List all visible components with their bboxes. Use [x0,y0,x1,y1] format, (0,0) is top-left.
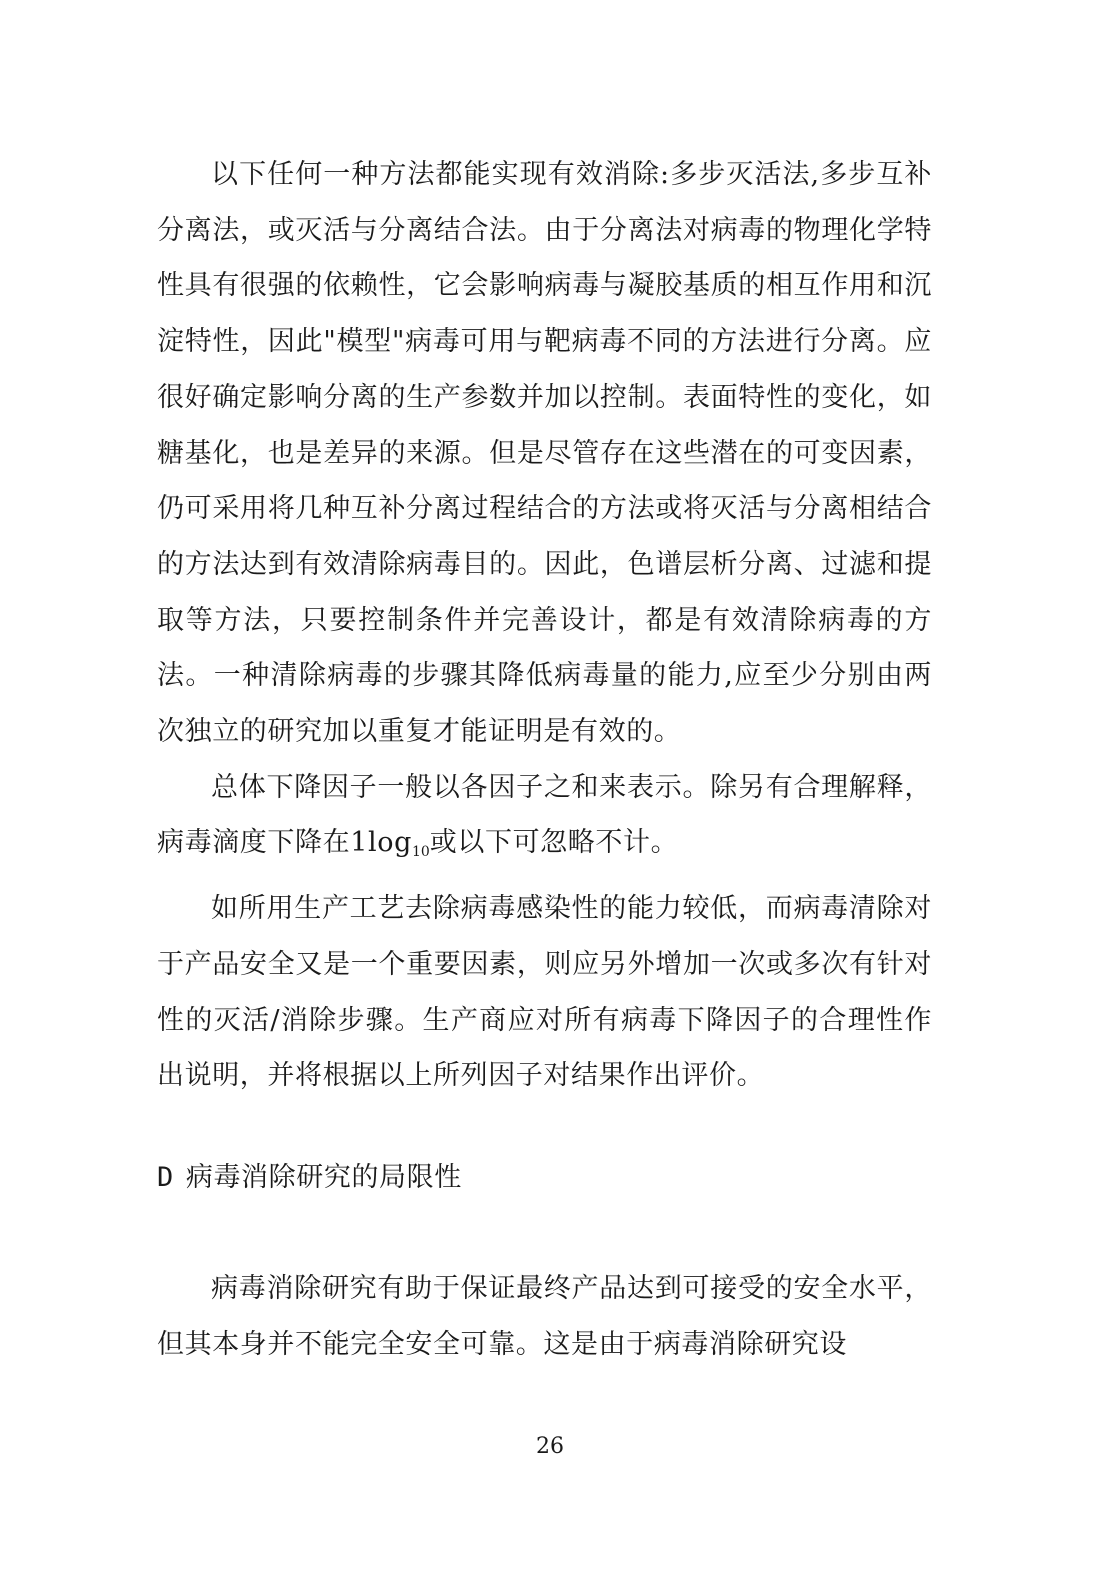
reduction-factor-tail: 或以下可忽略不计。 [429,827,679,859]
paragraph-low-capacity: 如所用生产工艺去除病毒感染性的能力较低，而病毒清除对于产品安全又是一个重要因素，则应另外增加一次或多次有针对性的灭活/消除步骤。生产商应对所有病毒下降因子的合理性作出说明，并将根据以上所列因子对结果作出评价。 [157,893,932,1092]
section-title: 病毒消除研究的局限性 [185,1162,462,1193]
paragraph-reduction-factor [157,760,932,881]
section-letter: D [157,1162,174,1193]
log-subscript: 10 [411,844,430,861]
paragraph-removal-methods: 以下任何一种方法都能实现有效消除:多步灭活法,多步互补分离法，或灭活与分离结合法。由于分离法对病毒的物理化学特性具有很强的依赖性，它会影响病毒与凝胶基质的相互作用和沉淀特性，因此"模型"病毒可用与靶病毒不同的方法进行分离。应很好确定影响分离的生产参数并加以控制。表面特性的变化，如糖基化，也是差异的来源。但是尽管存在这些潜在的可变因素，仍可采用将几种互补分离过程结合的方法或将灭活与分离相结合的方法达到有效清除病毒目的。因此，色谱层析分离、过滤和提取等方法，只要控制条件并完善设计，都是有效清除病毒的方法。一种清除病毒的步骤其降低病毒量的能力,应至少分别由两次独立的研究加以重复才能证明是有效的。 [157,159,932,748]
body-text-block [157,147,932,1104]
body-text-block-2 [157,1261,932,1372]
page-number: 26 [536,1434,564,1459]
paragraph-limitations: 病毒消除研究有助于保证最终产品达到可接受的安全水平，但其本身并不能完全安全可靠。这是由于病毒消除研究设 [157,1273,932,1360]
reduction-factor-text: 总体下降因子一般以各因子之和来表示。除另有合理解释，病毒滴度下降在1log [157,771,932,859]
section-heading [157,1150,462,1205]
